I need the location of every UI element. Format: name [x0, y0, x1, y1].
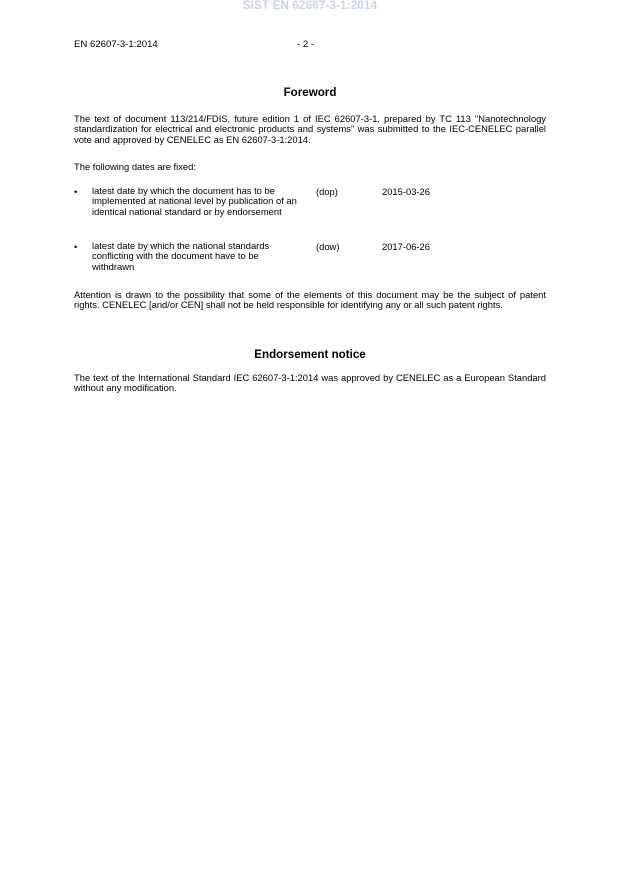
date-item-dow-date: 2017-06-26 — [382, 241, 430, 252]
document-id: EN 62607-3-1:2014 — [74, 39, 158, 50]
bullet-dop: • — [74, 186, 78, 197]
foreword-paragraph-3: Attention is drawn to the possibility that some of the elements of this document may be the subject of patent rights. CENELEC [and/or CEN] shall not be held responsible for identifying any or all such patent rights. — [74, 289, 546, 311]
endorsement-title: Endorsement notice — [254, 348, 366, 361]
date-item-dop-code: (dop) — [316, 186, 338, 197]
page-number: - 2 - — [297, 39, 315, 50]
watermark: SIST EN 62607-3-1:2014 — [242, 0, 378, 12]
foreword-paragraph-1: The text of document 113/214/FDIS, future edition 1 of IEC 62607-3-1, prepared by TC 113 "Nanotechnology standardization for electrical and electronic products and systems" was submitted to the IEC-CENELEC parallel vote and approved by CENELEC as EN 62607-3-1:2014. — [74, 113, 546, 145]
foreword-title: Foreword — [283, 86, 337, 99]
date-item-dop-date: 2015-03-26 — [382, 186, 430, 197]
bullet-dow: • — [74, 241, 78, 252]
endorsement-paragraph: The text of the International Standard IEC 62607-3-1:2014 was approved by CENELEC as a European Standard without any modification. — [74, 372, 546, 394]
date-item-dow-text: latest date by which the national standards conflicting with the document have to be withdrawn — [92, 240, 270, 272]
date-item-dop-text: latest date by which the document has to be implemented at national level by publication of an identical national standard or by endorsement — [92, 185, 297, 217]
foreword-paragraph-2: The following dates are fixed: — [74, 161, 196, 172]
date-item-dow-code: (dow) — [316, 241, 340, 252]
